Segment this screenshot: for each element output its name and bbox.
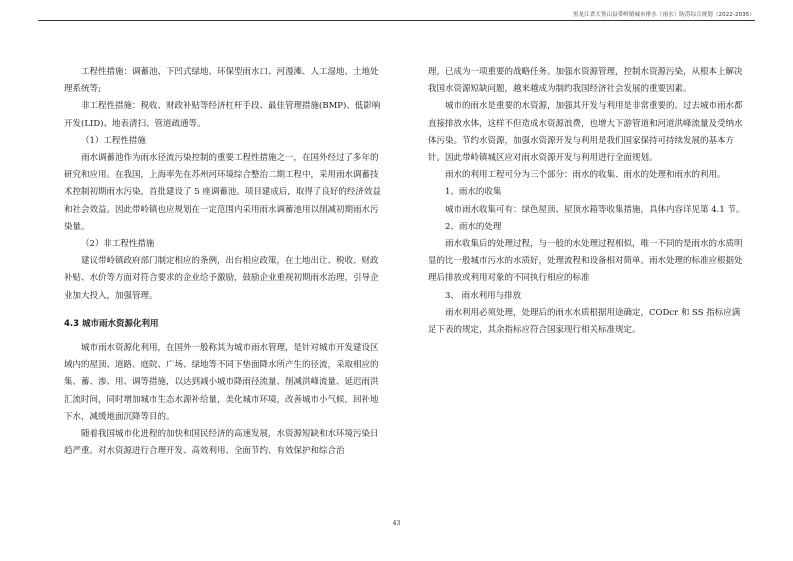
paragraph: 城市雨水资源化利用，在国外一般称其为城市雨水管理，是针对城市开发建设区域内的屋顶、道路、庭院、广场、绿地等不同下垫面降水所产生的径流，采取相应的集、蓄、渗、用、调等措施，以达到减小城市降雨径流量、削减洪峰流量、延迟雨洪汇流时间，同时增加城市生态水源补给量，美化城市环境，改善城市小气候，回补地下水，减缓地面沉降等目的。 bbox=[64, 343, 379, 422]
document-header: 黑龙江省大箐山县带岭镇城市排水（雨水）防涝综合规划（2022-2035） bbox=[572, 12, 755, 18]
paragraph: 工程性措施：调蓄池、下凹式绿地、环保型雨水口、河漫滩、人工湿地、土地处理系统等; bbox=[64, 67, 379, 95]
paragraph: 城市雨水收集可有：绿色屋顶、屋顶水箱等收集措施，具体内容详见第 4.1 节。 bbox=[445, 204, 745, 215]
section-heading: 4.3 城市雨水资源化利用 bbox=[64, 318, 159, 329]
right-column bbox=[428, 64, 746, 339]
paragraph: 城市的雨水是重要的水资源，加强其开发与利用是非常重要的。过去城市雨水都直接排放水体，这样不但造成水资源浪费，也增大下游管道和河道洪峰流量及受纳水体污染。节约水资源，加强水资源开发与利用是我们国家保持可持续发展的基本方针。因此带岭镇城区应对雨水资源开发与利用进行全面规划。 bbox=[428, 101, 743, 164]
paragraph: 雨水收集后的处理过程，与一般的水处理过程相似，唯一不同的是雨水的水质明显的比一般城市污水的水质好，处理流程和设备相对简单。雨水处理的标准应根据处理后排放或利用对象的不同执行相应的标准 bbox=[428, 239, 743, 284]
paragraph: 雨水调蓄池作为雨水径流污染控制的重要工程性措施之一，在国外经过了多年的研究和应用。在我国，上海率先在苏州河环境综合整治二期工程中，采用雨水调蓄技术控制初期雨水污染，首批建设了 5 座调蓄池。项目建成后，取得了良好的经济效益和社会效益。因此带岭镇也应规划在一定范围内采用雨水调蓄池用以削减初期雨水污染量。 bbox=[64, 153, 381, 232]
paragraph: 3、 雨水利用与排放 bbox=[445, 290, 522, 301]
paragraph: 2、雨水的处理 bbox=[445, 221, 502, 232]
header-rule bbox=[38, 20, 755, 21]
paragraph: 雨水利用必须处理，处理后的雨水水质根据用途确定，CODcr 和 SS 指标应满足下表的规定，其余指标应符合国家现行相关标准规定。 bbox=[428, 307, 741, 336]
paragraph: （1）工程性措施 bbox=[81, 135, 146, 146]
paragraph: 1、雨水的收集 bbox=[445, 187, 502, 198]
paragraph: （2）非工程性措施 bbox=[81, 239, 155, 250]
paragraph: 理，已成为一项重要的战略任务。加强水资源管理，控制水资源污染，从根本上解决我国水资源短缺问题，越来越成为制约我国经济社会发展的重要因素。 bbox=[428, 67, 743, 95]
page-number: 43 bbox=[392, 520, 401, 527]
paragraph: 雨水的利用工程可分为三个部分：雨水的收集、雨水的处理和雨水的利用。 bbox=[445, 170, 726, 181]
left-column bbox=[64, 64, 382, 460]
paragraph: 随着我国城市化进程的加快和国民经济的高速发展，水资源短缺和水环境污染日趋严重。对水资源进行合理开发、高效利用、全面节约、有效保护和综合治 bbox=[64, 429, 379, 457]
paragraph: 非工程性措施：税收、财政补贴等经济杠杆手段、最佳管理措施(BMP)、低影响开发(LID)、地表清扫、管道疏通等。 bbox=[64, 101, 381, 129]
paragraph: 建议带岭镇政府部门制定相应的条例，出台相应政策，在土地出让、税收、财政补贴、水价等方面对符合要求的企业给予激励，鼓励企业重视初期雨水治理，引导企业加大投入，加强管理。 bbox=[64, 256, 379, 301]
